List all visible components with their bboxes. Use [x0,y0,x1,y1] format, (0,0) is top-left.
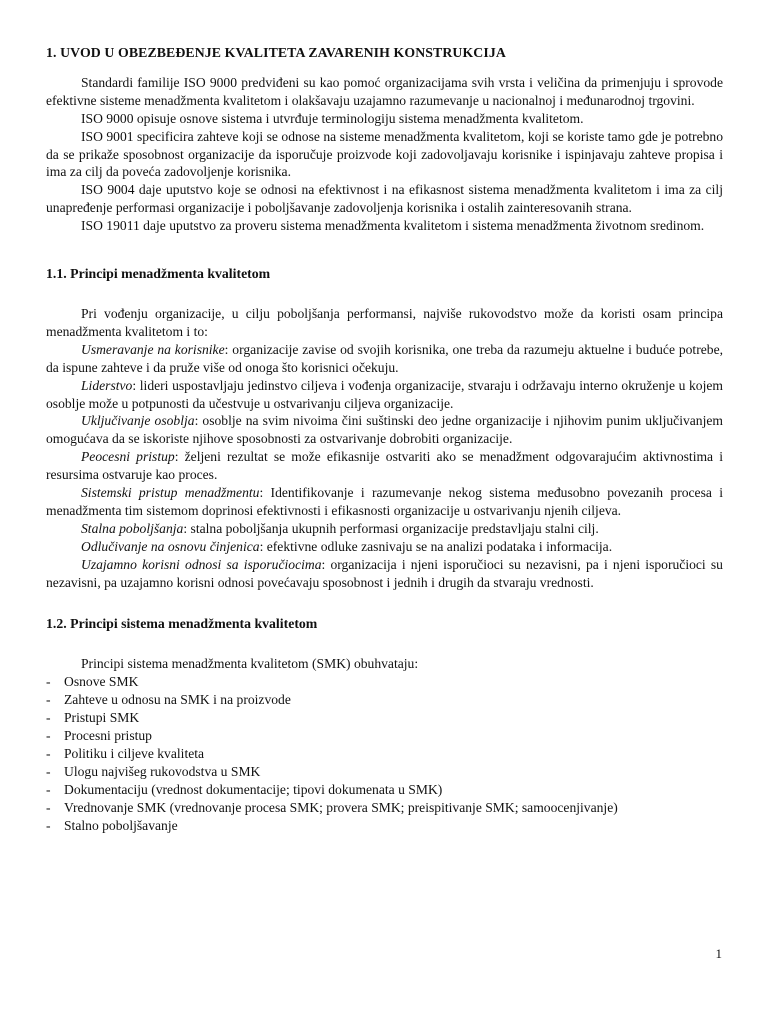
principle-item: Peocesni pristup: željeni rezultat se može efikasnije ostvariti ako se menadžment odgovarajućim aktivnostima i resursima ostvaruje kao proces. [46,449,723,483]
principle-term: Usmeravanje na korisnike [81,341,225,357]
principle-term: Peocesni pristup [81,449,175,465]
intro-paragraph: ISO 9000 opisuje osnove sistema i utvrđuje terminologiju sistema menadžmenta kvalitetom. [81,110,584,126]
principle-item: Odlučivanje na osnovu činjenica: efektivne odluke zasnivaju se na analizi podataka i informacija. [81,538,613,554]
intro-paragraph: ISO 19011 daje uputstvo za proveru sistema menadžmenta kvalitetom i sistema menadžmenta životnom sredinom. [81,218,705,234]
intro-paragraph: Standardi familije ISO 9000 predviđeni su kao pomoć organizacijama svih vrsta i veličina da primenjuju i sprovode efektivne sisteme menadžmenta kvalitetom i olakšavaju uzajamno razumevanje u nacionalnoj i međunarodnoj trgovini. [46,74,723,108]
list-item: - Pristupi SMK [46,709,723,727]
section-lead: Pri vođenju organizacije, u cilju poboljšanja performansi, najviše rukovodstvo može da koristi osam principa menadžmenta kvalitetom i to: [46,305,723,339]
principle-term: Stalna poboljšanja [81,520,184,536]
list-item: - Zahteve u odnosu na SMK i na proizvode [46,691,723,709]
principle-text: stalna poboljšanja ukupnih performasi organizacije predstavljaju stalni cilj. [190,520,599,536]
principle-item: Usmeravanje na korisnike: organizacije zavise od svojih korisnika, one treba da razumeju aktuelne i buduće potrebe, da ispune zahteve i da pruže više od onoga što korisnici očekuju. [46,341,723,375]
principle-text: Identifikovanje i razumevanje nekog sistema međusobno povezanih procesa i menadžmenta tim sistemom doprinosi efektivnosti i efikasnosti organizacije u ostvarivanju njenih ciljeva. [46,485,723,518]
list-item: - Procesni pristup [46,727,723,745]
document-page [46,44,723,834]
intro-paragraph: ISO 9001 specificira zahteve koji se odnose na sisteme menadžmenta kvalitetom, koji se koriste tamo gde je potrebno da se prikaže sposobnost organizacije da isporučuje proizvode koji zadovoljavaju korisnike i ispinjavaju zahteve propisa i ima za cilj da poveća zadovoljenje korisnika. [46,128,723,180]
principle-term: Sistemski pristup menadžmentu [81,485,260,501]
principle-text: efektivne odluke zasnivaju se na analizi podataka i informacija. [266,538,613,554]
principle-term: Uključivanje osoblja [81,413,195,429]
section-lead: Principi sistema menadžmenta kvalitetom (SMK) obuhvataju: [81,656,419,672]
page-number: 1 [715,946,722,961]
list-item: - Ulogu najvišeg rukovodstva u SMK [46,763,723,781]
section-quality-management-principles [46,265,723,591]
intro-section [46,74,723,235]
list-item: - Politiku i ciljeve kvaliteta [46,745,723,763]
section-heading: 1.2. Principi sistema menadžmenta kvalitetom [46,616,318,632]
principle-text: lideri uspostavljaju jedinstvo ciljeva i vođenja organizacije, stvaraju i održavaju interno okruženje u kojem osoblje može u potpunosti da učestvuje u ostvarivanju ciljeva organizacije. [46,377,723,411]
principle-item: Uzajamno korisni odnosi sa isporučiocima: organizacija i njeni isporučioci su nezavisni, pa i njeni isporučioci su nezavisni, pa uzajamno korisni odnosi povećavaju sposobnost i jednih i drugih da stvaraju vrednosti. [46,556,723,590]
list-item: - Stalno poboljšavanje [46,817,723,835]
principle-text: osoblje na svim nivoima čini suštinski deo jedne organizacije i njihovim punim uključivanjem omogućava da se iskoriste njihove sposobnosti za ostvarivanje dobrobiti organizacije. [46,413,723,447]
chapter-title: 1. UVOD U OBEZBEĐENJE KVALITETA ZAVARENIH KONSTRUKCIJA [46,45,506,60]
principle-text: željeni rezultat se može efikasnije ostvariti ako se menadžment odgovarajućim aktivnostima i resursima ostvaruje kao proces. [46,449,723,483]
intro-paragraph: ISO 9004 daje uputstvo koje se odnosi na efektivnost i na efikasnost sistema menadžmenta kvalitetom i ima za cilj unapređenje performasi organizacije i poboljšavanje zadovoljenja korisnika i ostalih zainteresovanih strana. [46,182,723,216]
section-qms-principles [46,615,723,834]
principle-item: Stalna poboljšanja: stalna poboljšanja ukupnih performasi organizacije predstavljaju stalni cilj. [81,520,599,536]
principle-term: Uzajamno korisni odnosi sa isporučiocima [81,556,322,572]
principle-item: Sistemski pristup menadžmentu: Identifikovanje i razumevanje nekog sistema međusobno povezanih procesa i menadžmenta tim sistemom doprinosi efektivnosti i efikasnosti organizacije u ostvarivanju njenih ciljeva. [46,485,723,518]
principle-term: Odlučivanje na osnovu činjenica [81,538,260,554]
qms-principles-list [46,673,723,834]
principle-term: Liderstvo [81,377,133,393]
principle-text: organizacije zavise od svojih korisnika, one treba da razumeju aktuelne i buduće potrebe, da ispune zahteve i da pruže više od onoga što korisnici očekuju. [46,341,723,375]
list-item: - Osnove SMK [46,673,723,691]
principle-item: Uključivanje osoblja: osoblje na svim nivoima čini suštinski deo jedne organizacije i njihovim punim uključivanjem omogućava da se iskoriste njihove sposobnosti za ostvarivanje dobrobiti organizacije. [46,413,723,447]
section-heading: 1.1. Principi menadžmenta kvalitetom [46,266,271,282]
list-item: - Vrednovanje SMK (vrednovanje procesa SMK; provera SMK; preispitivanje SMK; samoocenjivanje) [46,799,723,817]
principle-item: Liderstvo: lideri uspostavljaju jedinstvo ciljeva i vođenja organizacije, stvaraju i održavaju interno okruženje u kojem osoblje može u potpunosti da učestvuje u ostvarivanju ciljeva organizacije. [46,377,723,411]
list-item: - Dokumentaciju (vrednost dokumentacije; tipovi dokumenata u SMK) [46,781,723,799]
principle-text: organizacija i njeni isporučioci su nezavisni, pa i njeni isporučioci su nezavisni, pa uzajamno korisni odnosi povećavaju sposobnost i jednih i drugih da stvaraju vrednosti. [46,556,723,590]
